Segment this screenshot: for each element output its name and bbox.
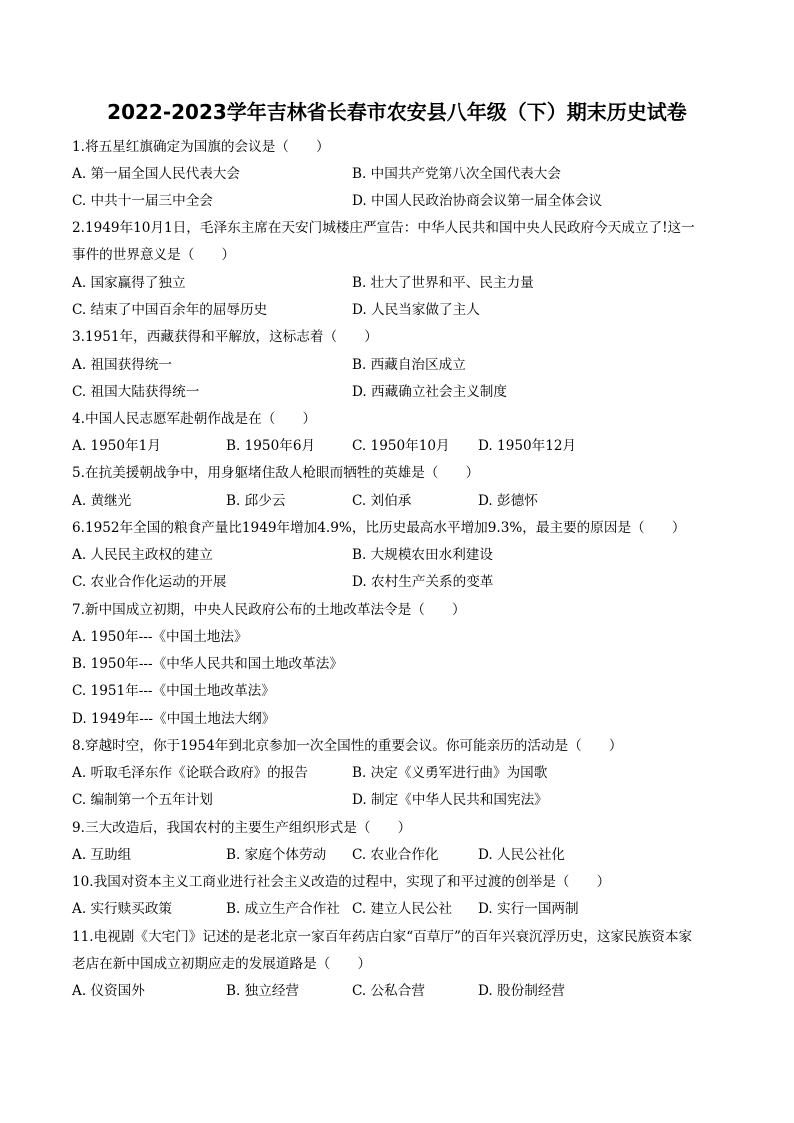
question-7-stem: 7.新中国成立初期，中央人民政府公布的土地改革法令是（ ） xyxy=(72,602,466,618)
question-2-option-b: B. 壮大了世界和平、民主力量 xyxy=(352,275,534,291)
question-6-option-a: A. 人民民主政权的建立 xyxy=(72,547,213,563)
question-7-option-b: B. 1950年---《中华人民共和国土地改革法》 xyxy=(72,656,343,672)
question-1-stem: 1.将五星红旗确定为国旗的会议是（ ） xyxy=(72,139,330,155)
question-1-option-a: A. 第一届全国人民代表大会 xyxy=(72,166,240,182)
question-5-option-c: C. 刘伯承 xyxy=(352,493,412,509)
page-title: 2022-2023学年吉林省长春市农安县八年级（下）期末历史试卷 xyxy=(107,100,687,124)
question-4-option-d: D. 1950年12月 xyxy=(478,438,577,454)
question-1-option-c: C. 中共十一届三中全会 xyxy=(72,193,213,209)
question-3-option-a: A. 祖国获得统一 xyxy=(72,357,173,373)
question-2-stem-line-2: 事件的世界意义是（ ） xyxy=(72,247,236,263)
question-11-stem-line-2: 老店在新中国成立初期应走的发展道路是（ ） xyxy=(72,956,372,972)
question-4-option-c: C. 1950年10月 xyxy=(352,438,450,454)
question-4-option-b: B. 1950年6月 xyxy=(226,438,316,454)
question-3-stem: 3.1951年，西藏获得和平解放，这标志着（ ） xyxy=(72,329,378,345)
question-8-option-c: C. 编制第一个五年计划 xyxy=(72,792,213,808)
question-5-option-b: B. 邱少云 xyxy=(226,493,286,509)
question-9-option-b: B. 家庭个体劳动 xyxy=(226,847,327,863)
question-6-stem: 6.1952年全国的粮食产量比1949年增加4.9%，比历史最高水平增加9.3%，最主要的原因是（ ） xyxy=(72,520,686,536)
question-8-option-d: D. 制定《中华人民共和国宪法》 xyxy=(352,792,548,808)
question-8-stem: 8.穿越时空，你于1954年到北京参加一次全国性的重要会议。你可能亲历的活动是（ ） xyxy=(72,738,623,754)
question-5-stem: 5.在抗美援朝战争中，用身躯堵住敌人枪眼而牺牲的英雄是（ ） xyxy=(72,465,480,481)
question-6-option-b: B. 大规模农田水利建设 xyxy=(352,547,493,563)
question-4-stem: 4.中国人民志愿军赴朝作战是在（ ） xyxy=(72,411,317,427)
question-5-option-a: A. 黄继光 xyxy=(72,493,132,509)
question-10-option-a: A. 实行赎买政策 xyxy=(72,901,173,917)
question-3-option-d: D. 西藏确立社会主义制度 xyxy=(352,384,507,400)
question-9-option-a: A. 互助组 xyxy=(72,847,132,863)
question-10-option-c: C. 建立人民公社 xyxy=(352,901,453,917)
question-1-option-d: D. 中国人民政治协商会议第一届全体会议 xyxy=(352,193,603,209)
question-6-option-c: C. 农业合作化运动的开展 xyxy=(72,574,227,590)
question-11-option-a: A. 仪资国外 xyxy=(72,983,145,999)
question-4-option-a: A. 1950年1月 xyxy=(72,438,161,454)
question-3-option-b: B. 西藏自治区成立 xyxy=(352,357,466,373)
question-7-option-d: D. 1949年---《中国土地法大纲》 xyxy=(72,711,276,727)
question-8-option-b: B. 决定《义勇军进行曲》为国歌 xyxy=(352,765,548,781)
question-11-option-b: B. 独立经营 xyxy=(226,983,300,999)
question-9-stem: 9.三大改造后，我国农村的主要生产组织形式是（ ） xyxy=(72,820,412,836)
question-9-option-c: C. 农业合作化 xyxy=(352,847,439,863)
question-11-option-c: C. 公私合营 xyxy=(352,983,425,999)
question-11-stem-line-1: 11.电视剧《大宅门》记述的是老北京一家百年药店白家“百草厅”的百年兴衰沉浮历史，这家民族资本家 xyxy=(72,929,693,945)
question-10-option-b: B. 成立生产合作社 xyxy=(226,901,340,917)
question-2-option-c: C. 结束了中国百余年的屈辱历史 xyxy=(72,302,268,318)
question-10-option-d: D. 实行一国两制 xyxy=(478,901,579,917)
question-2-stem-line-1: 2.1949年10月1日，毛泽东主席在天安门城楼庄严宣告：中华人民共和国中央人民政府今天成立了!这一 xyxy=(72,220,695,236)
question-11-option-d: D. 股份制经营 xyxy=(478,983,566,999)
question-1-option-b: B. 中国共产党第八次全国代表大会 xyxy=(352,166,561,182)
question-10-stem: 10.我国对资本主义工商业进行社会主义改造的过程中，实现了和平过渡的创举是（ ） xyxy=(72,874,611,890)
question-2-option-a: A. 国家赢得了独立 xyxy=(72,275,186,291)
question-2-option-d: D. 人民当家做了主人 xyxy=(352,302,480,318)
question-9-option-d: D. 人民公社化 xyxy=(478,847,566,863)
question-5-option-d: D. 彭德怀 xyxy=(478,493,538,509)
question-7-option-c: C. 1951年---《中国土地改革法》 xyxy=(72,683,275,699)
question-6-option-d: D. 农村生产关系的变革 xyxy=(352,574,494,590)
question-8-option-a: A. 听取毛泽东作《论联合政府》的报告 xyxy=(72,765,308,781)
question-7-option-a: A. 1950年---《中国土地法》 xyxy=(72,629,248,645)
question-3-option-c: C. 祖国大陆获得统一 xyxy=(72,384,200,400)
